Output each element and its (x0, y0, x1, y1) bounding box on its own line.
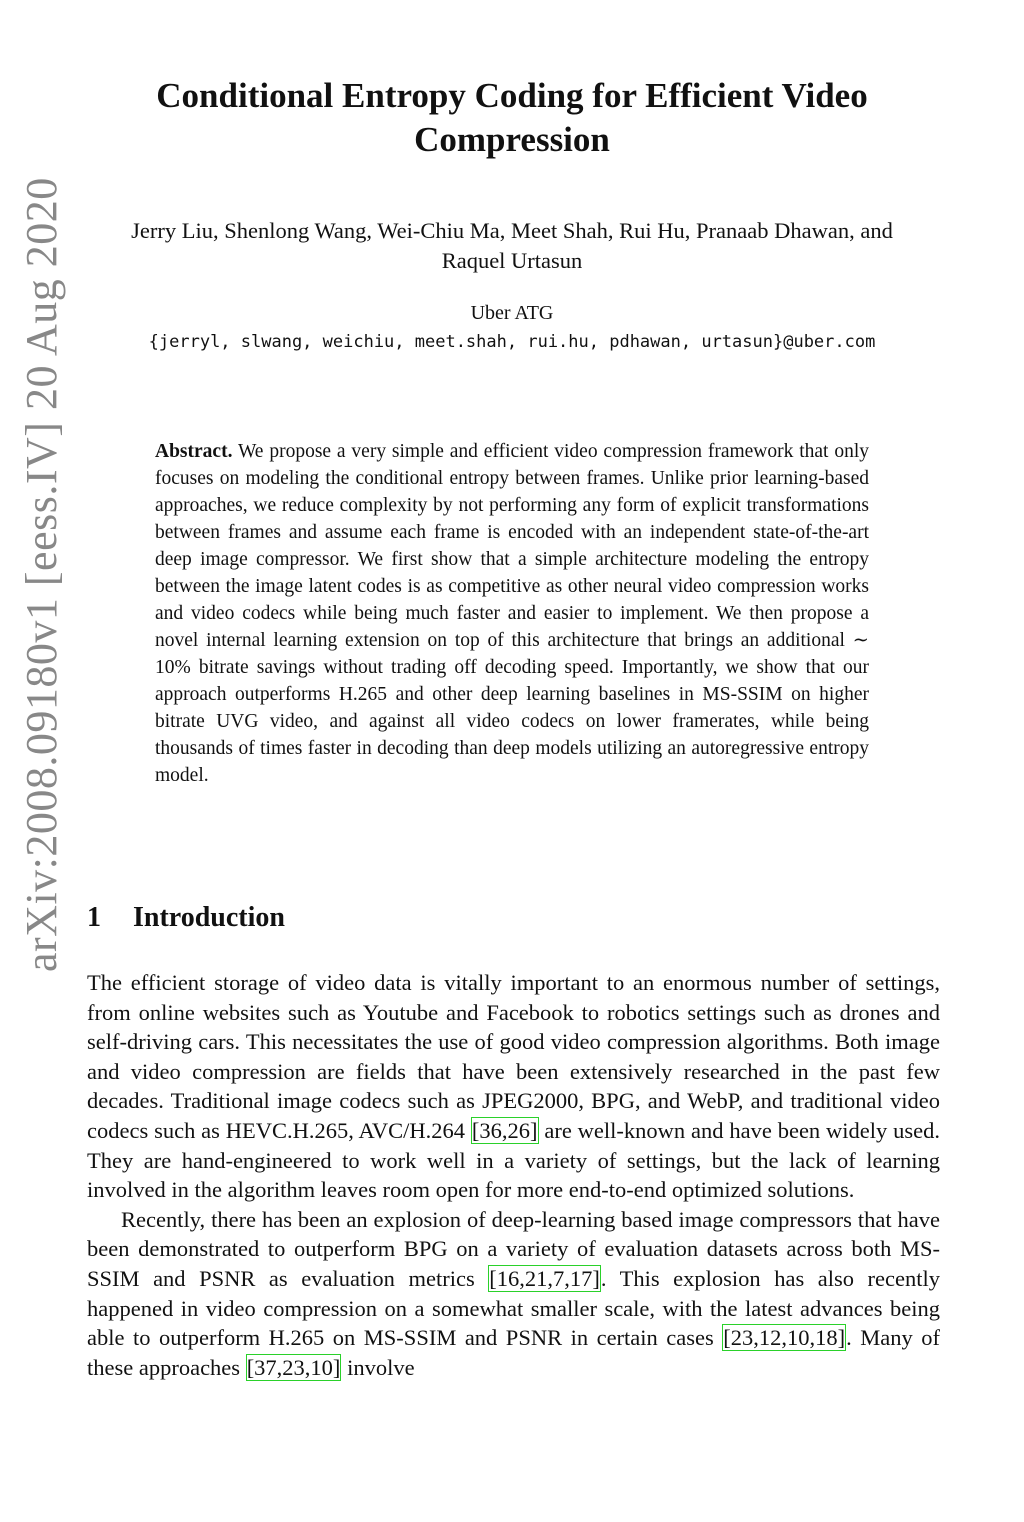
abstract-text: We propose a very simple and efficient video compression framework that only focuses on modeling the conditional entropy between frames. Unlike prior learning-based approaches, we reduce complexity by not performing any form of explicit transformations between frames and assume each frame is encoded with an independent state-of-the-art deep image compressor. We first show that a simple architecture modeling the entropy between the image latent codes is as competitive as other neural video compression works and video codecs while being much faster and easier to implement. We then propose a novel internal learning extension on top of this architecture that brings an additional ∼ 10% bitrate savings without trading off decoding speed. Importantly, we show that our approach outperforms H.265 and other deep learning baselines in MS-SSIM on higher bitrate UVG video, and against all video codecs on lower framerates, while being thousands of times faster in decoding than deep models utilizing an autoregressive entropy model. (155, 441, 869, 786)
body-text (87, 968, 940, 1382)
section-title: Introduction (133, 902, 285, 933)
paragraph-text: Recently, there has been an explosion of deep-learning based image compressors that have been demonstrated to outperform BPG on a variety of evaluation datasets across both MS-SSIM and PSNR as evaluation metrics (87, 1206, 940, 1291)
paragraph-text: are well-known and have been widely used. They are hand-engineered to work well in a variety of settings, but the lack of learning involved in the algorithm leaves room open for more end-to-end optimized solutions. (87, 1117, 941, 1203)
paragraph-text: . This explosion has also recently happened in video compression on a somewhat smaller scale, with the latest advances being able to outperform H.265 on MS-SSIM and PSNR in certain cases (87, 1265, 941, 1351)
paragraph-text: . Many of these approaches (87, 1325, 940, 1380)
citation-link[interactable]: [36,26] (471, 1117, 538, 1143)
paragraph-text: The efficient storage of video data is vitally important to an enormous number of settings, from online websites such as Youtube and Facebook to robotics settings such as drones and self-driving cars. This necessitates the use of good video compression algorithms. Both image and video compression are fields that have been extensively researched in the past few decades. Traditional image codecs such as JPEG2000, BPG, and WebP, and traditional video codecs such as HEVC.H.265, AVC/H.264 (87, 970, 940, 1143)
arxiv-identifier: arXiv:2008.09180v1 [eess.IV] 20 Aug 2020 (17, 177, 66, 972)
author-list: Jerry Liu, Shenlong Wang, Wei-Chiu Ma, Meet Shah, Rui Hu, Pranaab Dhawan, and Raquel Urtasun (131, 218, 893, 273)
citation-link[interactable]: [23,12,10,18] (723, 1325, 846, 1351)
abstract (155, 438, 869, 789)
paper-title: Conditional Entropy Coding for Efficient Video Compression (156, 76, 868, 159)
section-heading (87, 898, 285, 938)
section-number: 1 (87, 902, 101, 933)
abstract-label: Abstract. (155, 441, 233, 462)
paragraph (87, 1205, 940, 1383)
paragraph (87, 968, 940, 1205)
citation-link[interactable]: [16,21,7,17] (489, 1265, 600, 1291)
citation-link[interactable]: [37,23,10] (246, 1354, 341, 1380)
author-emails: {jerryl, slwang, weichiu, meet.shah, rui.hu, pdhawan, urtasun}@uber.com (148, 332, 876, 352)
affiliation: Uber ATG (470, 302, 554, 324)
paragraph-text: involve (341, 1354, 415, 1380)
